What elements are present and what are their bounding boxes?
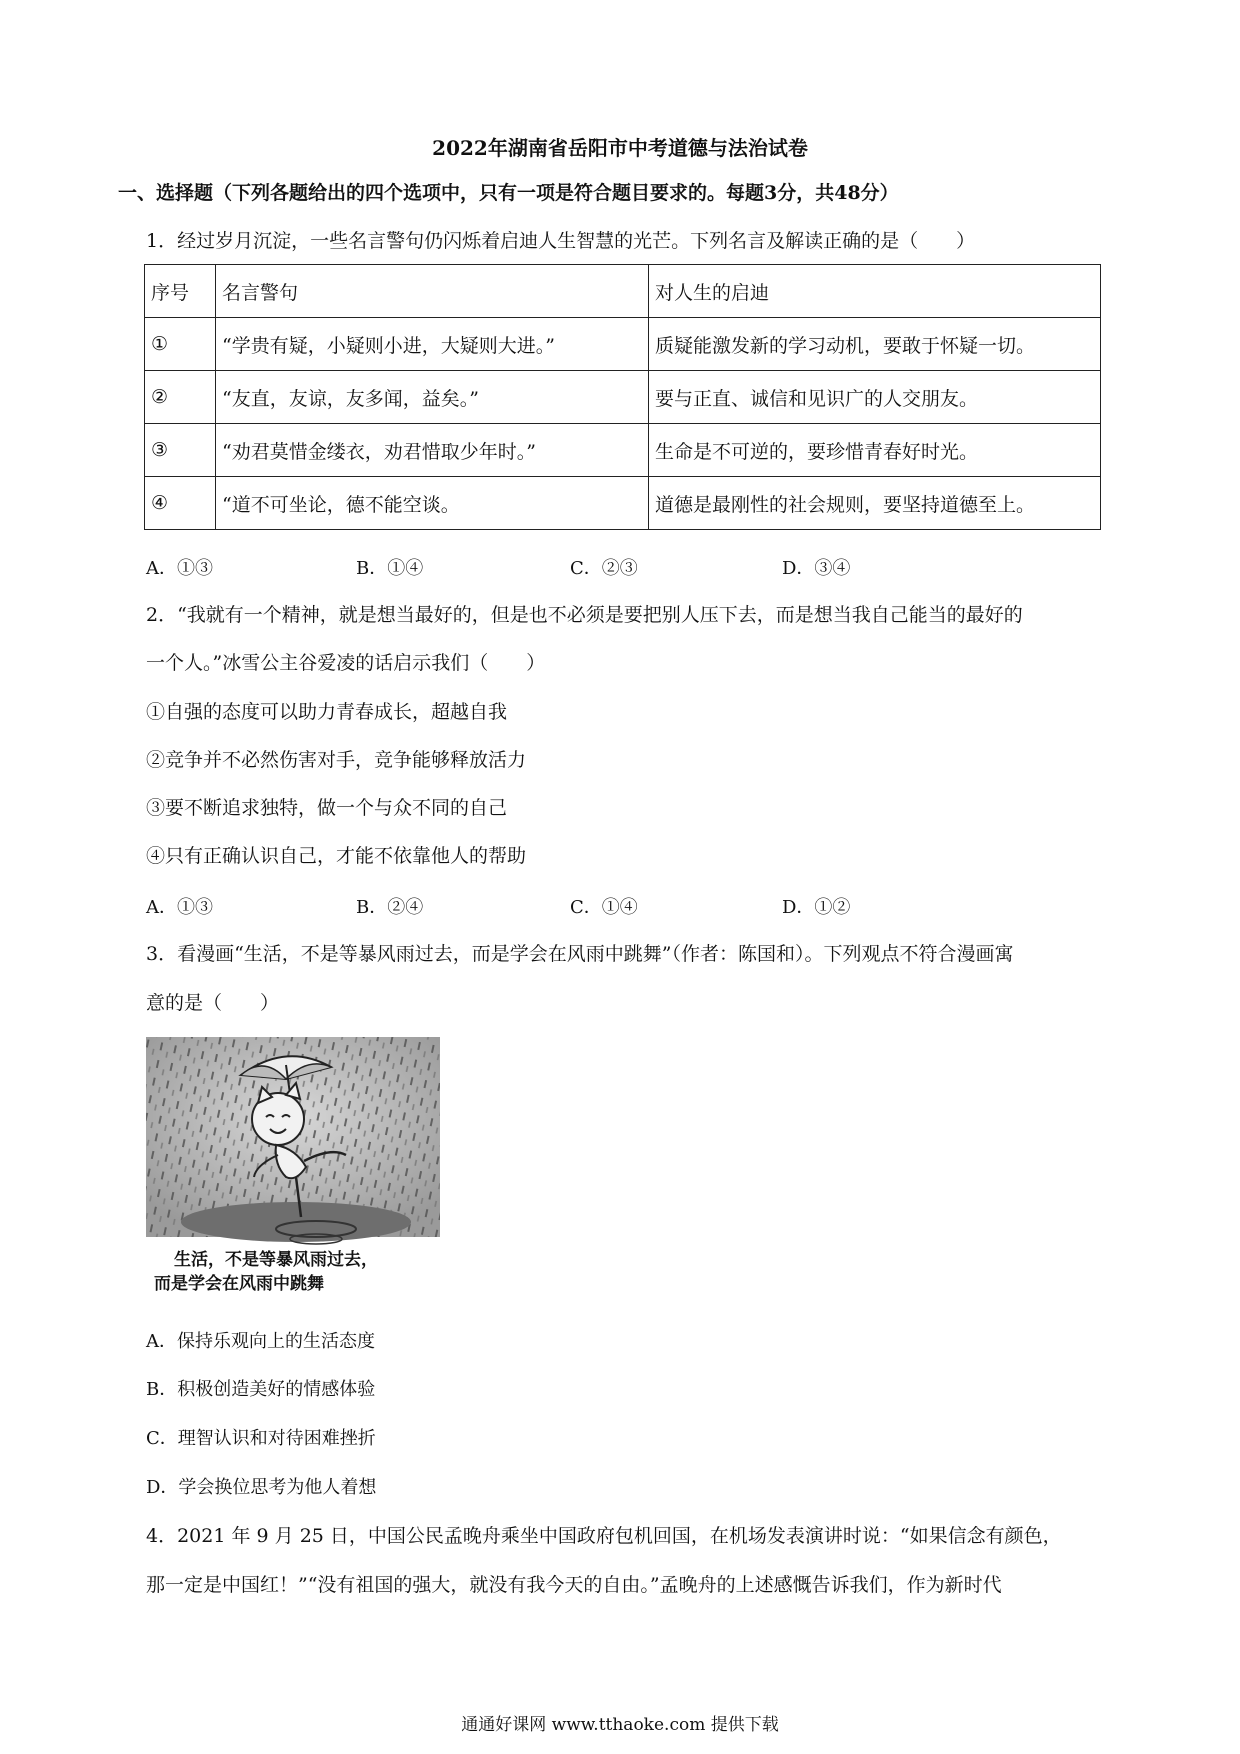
table-cell-quote: “学贵有疑，小疑则小进，大疑则大进。” [216, 318, 649, 371]
q2-statement: ②竞争并不必然伤害对手，竞争能够释放活力 [146, 749, 527, 771]
q3-stem-line2: 意的是（ ） [146, 992, 280, 1014]
q1-option-c: C．②③ [570, 558, 638, 579]
table-row [145, 477, 1101, 530]
table-header-cell: 名言警句 [216, 265, 649, 318]
q1-option-a: A．①③ [146, 558, 213, 579]
table-cell-quote: “道不可坐论，德不能空谈。 [216, 477, 649, 530]
q2-stem-line2: 一个人。”冰雪公主谷爱凌的话启示我们（ ） [146, 652, 546, 674]
q3-option-a: A．保持乐观向上的生活态度 [146, 1331, 375, 1352]
table-cell-meaning: 生命是不可逆的，要珍惜青春好时光。 [649, 424, 1101, 477]
table-cell-index: ③ [145, 424, 216, 477]
table-cell-quote: “劝君莫惜金缕衣，劝君惜取少年时。” [216, 424, 649, 477]
q4-stem-line2: 那一定是中国红！”“没有祖国的强大，就没有我今天的自由。”孟晚舟的上述感慨告诉我们，作为新时代 [146, 1574, 1002, 1596]
table-row [145, 318, 1101, 371]
table-cell-index: ① [145, 318, 216, 371]
table-cell-meaning: 要与正直、诚信和见识广的人交朋友。 [649, 371, 1101, 424]
table-cell-quote: “友直，友谅，友多闻，益矣。” [216, 371, 649, 424]
q2-option-b: B．②④ [356, 897, 424, 918]
q1-option-b: B．①④ [356, 558, 424, 579]
q2-option-a: A．①③ [146, 897, 213, 918]
table-cell-index: ④ [145, 477, 216, 530]
q2-statement: ④只有正确认识自己，才能不依靠他人的帮助 [146, 845, 527, 867]
q3-stem-line1: 3．看漫画“生活，不是等暴风雨过去，而是学会在风雨中跳舞”（作者：陈国和）。下列观点不符合漫画寓 [146, 943, 1014, 965]
q1-option-d: D．③④ [782, 558, 851, 579]
table-header-cell: 对人生的启迪 [649, 265, 1101, 318]
q2-stem-line1: 2．“我就有一个精神，就是想当最好的，但是也不必须是要把别人压下去，而是想当我自己能当的最好的 [146, 604, 1023, 626]
q2-option-c: C．①④ [570, 897, 638, 918]
q3-option-c: C．理智认识和对待困难挫折 [146, 1428, 376, 1449]
q3-option-b: B．积极创造美好的情感体验 [146, 1379, 376, 1400]
q4-stem-line1: 4．2021 年 9 月 25 日，中国公民孟晚舟乘坐中国政府包机回国，在机场发表演讲时说：“如果信念有颜色， [146, 1525, 1062, 1547]
table-cell-meaning: 质疑能激发新的学习动机，要敢于怀疑一切。 [649, 318, 1101, 371]
q2-option-d: D．①② [782, 897, 851, 918]
table-header-cell: 序号 [145, 265, 216, 318]
table-row [145, 424, 1101, 477]
section-heading: 一、选择题（下列各题给出的四个选项中，只有一项是符合题目要求的。每题3分，共48分） [118, 182, 899, 204]
page-footer: 通通好课网 www.tthaoke.com 提供下载 [461, 1715, 779, 1735]
page-title: 2022年湖南省岳阳市中考道德与法治试卷 [432, 136, 808, 160]
cartoon-caption-line2: 而是学会在风雨中跳舞 [154, 1274, 324, 1294]
table-row [145, 371, 1101, 424]
table-header-row [145, 265, 1101, 318]
cartoon-caption-line1: 生活，不是等暴风雨过去， [174, 1250, 378, 1270]
q3-option-d: D．学会换位思考为他人着想 [146, 1477, 377, 1498]
table-cell-meaning: 道德是最刚性的社会规则，要坚持道德至上。 [649, 477, 1101, 530]
q1-table [144, 264, 1101, 530]
table-cell-index: ② [145, 371, 216, 424]
q2-statement: ③要不断追求独特，做一个与众不同的自己 [146, 797, 508, 819]
q1-stem: 1．经过岁月沉淀，一些名言警句仍闪烁着启迪人生智慧的光芒。下列名言及解读正确的是（ ） [146, 230, 976, 252]
q2-statement: ①自强的态度可以助力青春成长，超越自我 [146, 701, 508, 723]
cartoon-illustration [146, 1037, 440, 1299]
